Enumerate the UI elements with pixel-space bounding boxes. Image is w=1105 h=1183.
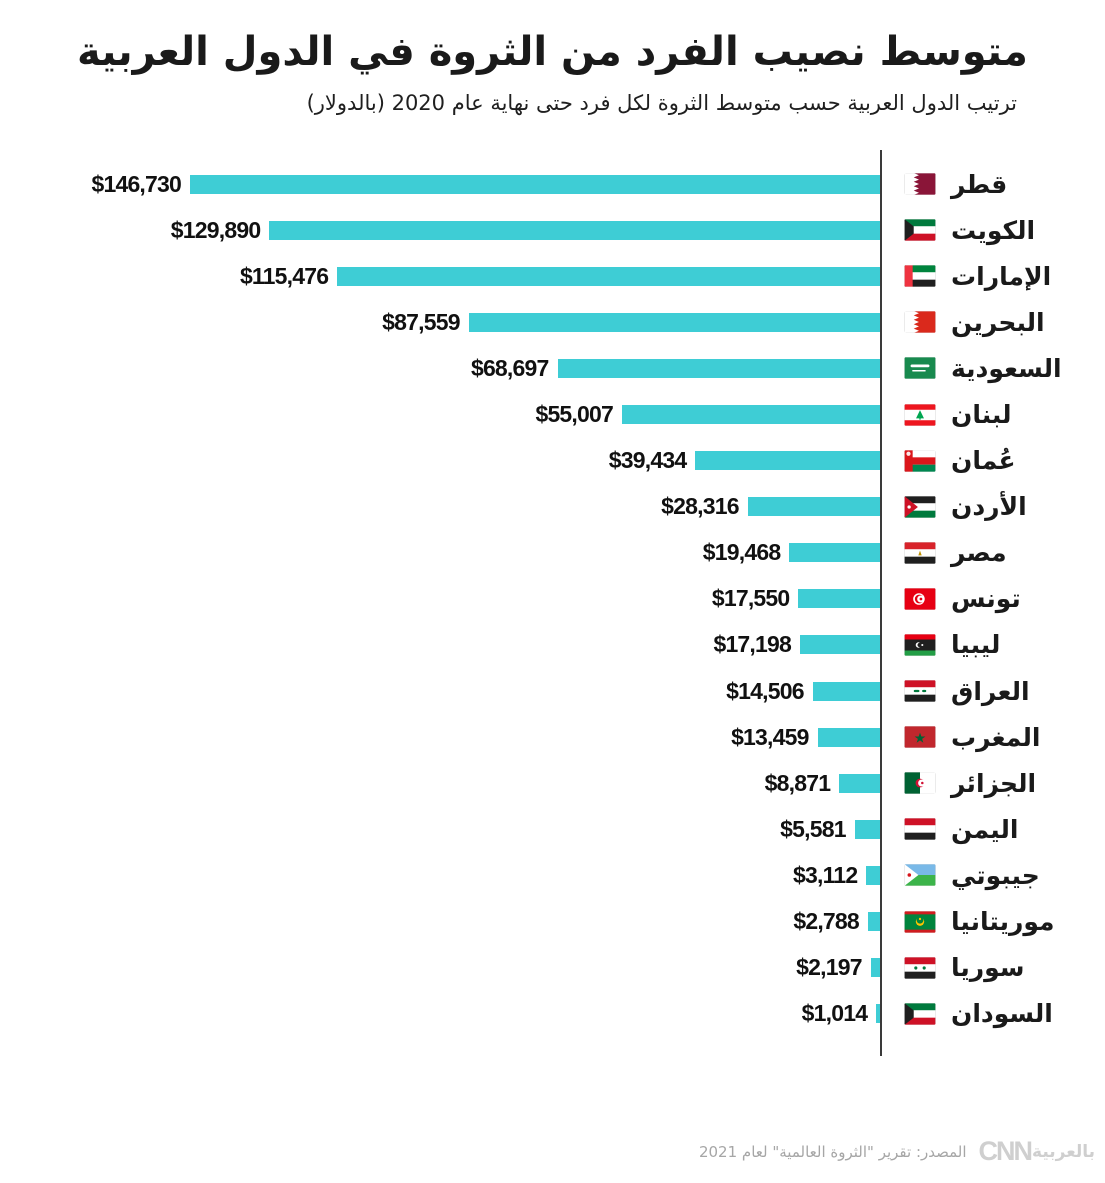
country-label: مصر — [951, 538, 1007, 568]
wealth-bar — [695, 451, 881, 470]
value-label: $14,506 — [726, 677, 804, 704]
wealth-bar — [818, 728, 881, 747]
value-label: $129,890 — [170, 216, 261, 243]
bar-row — [0, 299, 1105, 345]
bar-row — [0, 991, 1105, 1037]
syria-flag-icon — [904, 957, 936, 979]
oman-flag-icon — [904, 450, 936, 472]
wealth-bar — [866, 866, 881, 885]
bar-row — [0, 345, 1105, 391]
mauritania-flag-icon — [904, 911, 936, 933]
jordan-flag-icon — [904, 496, 936, 518]
country-label: العراق — [951, 676, 1030, 706]
wealth-bar — [622, 405, 881, 424]
country-label: المغرب — [951, 722, 1041, 752]
algeria-flag-icon — [904, 772, 936, 794]
country-label: السودان — [951, 999, 1053, 1029]
sudan-flag-icon — [904, 1003, 936, 1025]
bar-row — [0, 668, 1105, 714]
bar-row — [0, 945, 1105, 991]
country-label: تونس — [951, 584, 1021, 614]
bar-row — [0, 530, 1105, 576]
tunisia-flag-icon — [904, 588, 936, 610]
country-label: ليبيا — [951, 630, 1001, 660]
bar-row — [0, 622, 1105, 668]
wealth-bar — [337, 267, 881, 286]
saudi-arabia-flag-icon — [904, 357, 936, 379]
wealth-bar — [190, 175, 881, 194]
bar-row — [0, 438, 1105, 484]
country-label: سوريا — [951, 953, 1025, 983]
country-label: قطر — [951, 169, 1008, 199]
bar-row — [0, 806, 1105, 852]
bar-row — [0, 161, 1105, 207]
wealth-bar — [800, 635, 881, 654]
bar-row — [0, 253, 1105, 299]
axis-line — [880, 150, 882, 1056]
value-label: $5,581 — [780, 815, 846, 842]
wealth-bar — [269, 221, 881, 240]
value-label: $13,459 — [731, 723, 809, 750]
value-label: $17,198 — [713, 631, 791, 658]
yemen-flag-icon — [904, 818, 936, 840]
bar-row — [0, 899, 1105, 945]
source-text: المصدر: تقرير "الثروة العالمية" لعام 2021 — [698, 1142, 967, 1161]
bahrain-flag-icon — [904, 311, 936, 333]
bar-row — [0, 576, 1105, 622]
value-label: $39,434 — [608, 447, 687, 474]
country-label: جيبوتي — [951, 860, 1040, 890]
iraq-flag-icon — [904, 680, 936, 702]
value-label: $1,014 — [801, 1000, 868, 1027]
djibouti-flag-icon — [904, 864, 936, 886]
cnn-arabic-logo — [979, 1136, 1095, 1167]
value-label: $3,112 — [793, 861, 858, 888]
cnn-arabic-logo-text: بالعربية — [1032, 1141, 1095, 1162]
footer — [0, 1136, 1105, 1167]
wealth-bar — [558, 359, 882, 378]
wealth-bar — [789, 543, 881, 562]
country-label: الكويت — [951, 215, 1036, 245]
cnn-logo-text: CNN — [978, 1136, 1032, 1166]
value-label: $2,788 — [793, 908, 859, 935]
value-label: $87,559 — [382, 308, 460, 335]
country-label: الجزائر — [951, 768, 1037, 798]
bar-row — [0, 391, 1105, 437]
kuwait-flag-icon — [904, 219, 936, 241]
country-label: موريتانيا — [951, 907, 1055, 937]
value-label: $8,871 — [764, 769, 831, 796]
value-label: $115,476 — [239, 262, 329, 289]
bar-row — [0, 207, 1105, 253]
value-label: $17,550 — [711, 585, 790, 612]
bar-chart — [0, 150, 1105, 1056]
value-label: $55,007 — [535, 401, 613, 428]
egypt-flag-icon — [904, 542, 936, 564]
bar-row — [0, 484, 1105, 530]
bar-row — [0, 760, 1105, 806]
wealth-bar — [469, 313, 881, 332]
value-label: $28,316 — [661, 493, 739, 520]
wealth-bar — [748, 497, 881, 516]
country-label: عُمان — [951, 446, 1016, 476]
libya-flag-icon — [904, 634, 936, 656]
value-label: $19,468 — [702, 539, 781, 566]
qatar-flag-icon — [904, 173, 936, 195]
chart-subtitle: ترتيب الدول العربية حسب متوسط الثروة لكل فرد حتى نهاية عام 2020 (بالدولار) — [306, 91, 1017, 115]
bar-row — [0, 714, 1105, 760]
country-label: البحرين — [951, 307, 1045, 337]
value-label: $2,197 — [796, 954, 862, 981]
wealth-bar — [798, 589, 881, 608]
wealth-bar — [839, 774, 881, 793]
value-label: $146,730 — [91, 170, 181, 197]
country-label: لبنان — [951, 400, 1012, 430]
uae-flag-icon — [904, 265, 936, 287]
country-label: الإمارات — [951, 261, 1052, 291]
country-label: السعودية — [951, 353, 1062, 383]
bar-rows — [0, 150, 1105, 1037]
country-label: اليمن — [951, 814, 1019, 844]
country-label: الأردن — [951, 492, 1027, 522]
wealth-bar — [813, 682, 881, 701]
lebanon-flag-icon — [904, 404, 936, 426]
bar-row — [0, 852, 1105, 898]
value-label: $68,697 — [470, 354, 549, 381]
wealth-bar — [855, 820, 881, 839]
morocco-flag-icon — [904, 726, 936, 748]
chart-title: متوسط نصيب الفرد من الثروة في الدول العربية — [77, 29, 1028, 75]
